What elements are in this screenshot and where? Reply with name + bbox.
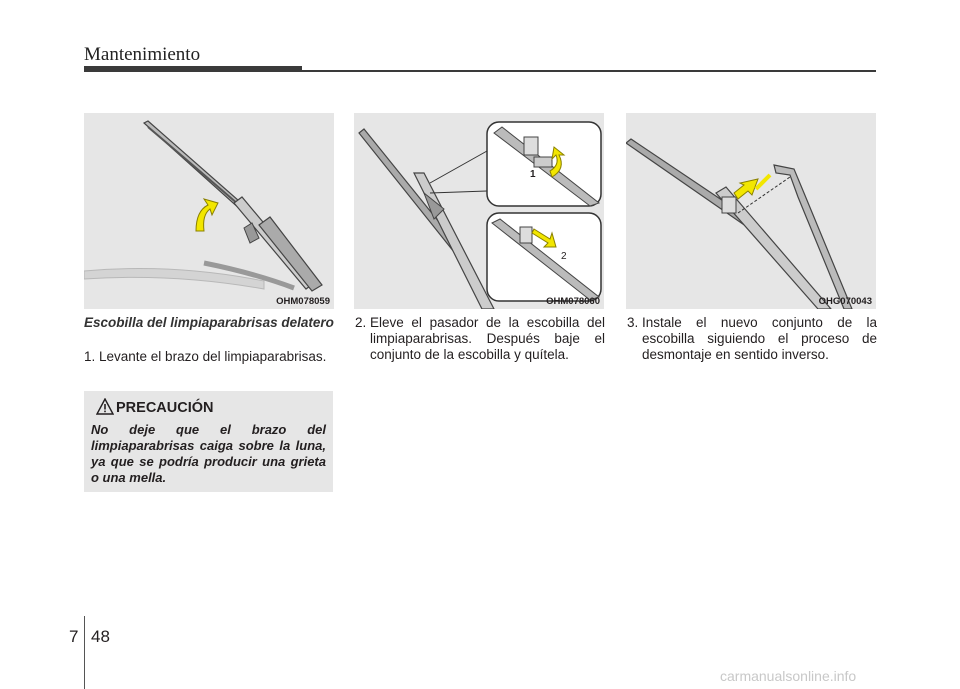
callout-1: 1	[530, 169, 536, 180]
header-rule-thick	[84, 66, 302, 72]
caution-title: PRECAUCIÓN	[116, 400, 214, 416]
page-number: 48	[91, 627, 110, 646]
callout-2: 2	[561, 251, 567, 262]
figure-code: OHM078060	[546, 296, 600, 307]
section-subhead: Escobilla del limpiaparabrisas delatero	[84, 315, 334, 330]
step-2-text: Eleve el pasador de la escobilla del limpiaparabrisas. Después baje el conjunto de la escobilla y quítela.	[370, 315, 605, 362]
page-header-title: Mantenimiento	[84, 44, 201, 65]
figure-code: OHG070043	[818, 296, 872, 307]
warning-triangle-icon	[96, 398, 114, 415]
figure-code: OHM078059	[276, 296, 330, 307]
step-3-number: 3.	[627, 315, 639, 330]
step-3-text: Instale el nuevo conjunto de la escobilla siguiendo el proceso de desmontaje en sentido inverso.	[642, 315, 877, 362]
wiper-blade-detail-illustration	[354, 113, 604, 309]
caution-text: No deje que el brazo del limpiaparabrisas caiga sobre la luna, ya que se podría producir una grieta o una mella.	[91, 422, 326, 485]
caution-box	[84, 391, 333, 492]
watermark-text: carmanualsonline.info	[720, 668, 857, 684]
figure-remove-blade	[354, 113, 604, 309]
step-1-text: 1. Levante el brazo del limpiaparabrisas.	[84, 349, 327, 364]
header-rule-thin	[302, 70, 876, 72]
footer-divider	[84, 616, 85, 689]
step-1	[84, 349, 336, 365]
wiper-arm-illustration	[84, 113, 334, 309]
figure-install-blade	[626, 113, 876, 309]
new-blade-install-illustration	[626, 113, 876, 309]
step-2-number: 2.	[355, 315, 367, 330]
chapter-number: 7	[69, 627, 79, 646]
step-2	[355, 315, 605, 363]
step-3	[627, 315, 877, 363]
figure-lift-wiper-arm	[84, 113, 334, 309]
